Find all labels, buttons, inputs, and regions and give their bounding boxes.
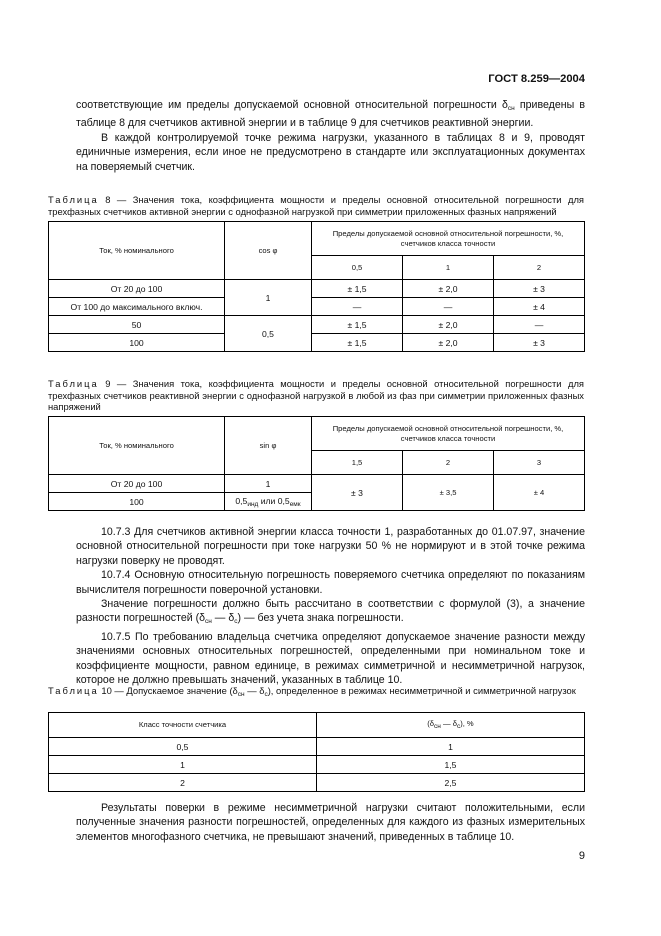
table8-cell-value: ± 4	[494, 298, 585, 316]
table9-caption: Таблица 9 — Значения тока, коэффициента мощности и пределы основной относительной погрешности для трехфазных счетчиков реактивной энергии с однофазной нагрузкой в любой из фаз при симметрии приложенных фазных напряжений	[48, 378, 584, 413]
table8-cell-value: ± 1,5	[312, 280, 403, 298]
table9-cell-current: 100	[49, 493, 225, 511]
table-row	[49, 738, 585, 756]
table8-cell-current: 100	[49, 334, 225, 352]
table8-cell-factor: 1	[225, 280, 312, 316]
table10-header-class: Класс точности счетчика	[49, 713, 317, 738]
table10-cell-class: 2	[49, 774, 317, 792]
table8-cell-value: —	[312, 298, 403, 316]
table8-cell-value: —	[494, 316, 585, 334]
paragraph-10-7-3: 10.7.3 Для счетчиков активной энергии класса точности 1, разработанных до 01.07.97, значение основной относительной погрешности при токе нагрузки 50 % не нормируют и в этой точке режима нагрузки поверку не проводят.	[76, 526, 585, 567]
table-row	[49, 774, 585, 792]
table8-cell-current: 50	[49, 316, 225, 334]
table9-cell-factor: $0,5_{инд}$ или $0,5_{емк}$	[225, 493, 312, 511]
table8-cell-current: От 100 до максимального включ.	[49, 298, 225, 316]
table-row	[49, 334, 585, 352]
table8-caption: Таблица 8 — Значения тока, коэффициента мощности и пределы основной относительной погрешности для трехфазных счетчиков активной энергии с однофазной нагрузкой при симметрии приложенных фазных напряжений	[48, 194, 584, 217]
intro-paragraph-1: соответствующие им пределы допускаемой основной относительной погрешности $\delta_{сн}$ приведены в таблице 8 для счетчиков активной энергии и в таблице 9 для счетчиков реактивной энергии.	[76, 99, 585, 130]
paragraph-difference: Значение погрешности должно быть рассчитано в соответствии с формулой (3), а значение разности погрешностей ($\delta_{сн}$ — $\delta_с$) — без учета знака погрешности.	[76, 598, 585, 626]
table-8	[48, 221, 585, 352]
table8-header-limits: Пределы допускаемой основной относительной погрешности, %, счетчиков класса точности	[312, 222, 585, 256]
table8-cell-value: ± 2,0	[403, 334, 494, 352]
table9-cell-factor: 1	[225, 475, 312, 493]
table9-cell-value: ± 3	[312, 475, 403, 511]
paragraph-10-7-5: 10.7.5 По требованию владельца счетчика определяют допускаемое значение разности между значениями основных относительных погрешностей, определенными при номинальном токе и коэффициенте мощности, равном единице, в режимах симметричной и несимметричной нагрузок, которое не должно превышать значений, указанных в таблице 10.	[76, 630, 585, 687]
table9-class-1: 1,5	[312, 451, 403, 475]
table8-cell-factor: 0,5	[225, 316, 312, 352]
table-row	[49, 316, 585, 334]
table8-cell-value: ± 3	[494, 280, 585, 298]
table9-header-limits: Пределы допускаемой основной относительной погрешности, %, счетчиков класса точности	[312, 417, 585, 451]
table-row	[49, 475, 585, 493]
table-row	[49, 756, 585, 774]
table8-cell-value: ± 1,5	[312, 316, 403, 334]
table10-caption: Таблица 10 — Допускаемое значение ($\delta_{сн}$ — $\delta_с$), определенное в режимах несимметричной и симметричной нагрузок	[48, 685, 576, 698]
table8-header-factor: cos φ	[225, 222, 312, 280]
table10-cell-class: 0,5	[49, 738, 317, 756]
table-row	[49, 298, 585, 316]
intro-text	[76, 98, 585, 174]
table9-header-current: Ток, % номинального	[49, 417, 225, 475]
page-number: 9	[578, 850, 585, 862]
table10-cell-value: 1	[317, 738, 585, 756]
table9-class-2: 2	[403, 451, 494, 475]
table8-cell-value: ± 2,0	[403, 316, 494, 334]
table-9	[48, 416, 585, 511]
table10-cell-value: 1,5	[317, 756, 585, 774]
paragraph-10-7-4: 10.7.4 Основную относительную погрешность поверяемого счетчика определяют по показаниям вычислителя погрешности поверочной установки.	[76, 569, 585, 596]
table8-cell-value: ± 3	[494, 334, 585, 352]
table8-header-current: Ток, % номинального	[49, 222, 225, 280]
table9-class-3: 3	[494, 451, 585, 475]
table8-class-3: 2	[494, 256, 585, 280]
table8-class-2: 1	[403, 256, 494, 280]
table8-cell-value: —	[403, 298, 494, 316]
table9-header-factor: sin φ	[225, 417, 312, 475]
table8-cell-value: ± 1,5	[312, 334, 403, 352]
conclusion-text	[76, 801, 585, 844]
conclusion-paragraph: Результаты поверки в режиме несимметричной нагрузки считают положительными, если полученные значения разности погрешностей, определенных для каждого из фазных измерительных элементов многофазного счетчика, не превышают значений, приведенных в таблице 10.	[76, 802, 585, 843]
document-id: ГОСТ 8.259—2004	[488, 73, 585, 85]
table8-cell-value: ± 2,0	[403, 280, 494, 298]
table10-header-value: (δсн — δс), %	[317, 713, 585, 738]
table10-cell-value: 2,5	[317, 774, 585, 792]
table8-class-1: 0,5	[312, 256, 403, 280]
intro-paragraph-2: В каждой контролируемой точке режима нагрузки, указанного в таблицах 8 и 9, проводят единичные измерения, если иное не предусмотрено в стандарте или эксплуатационных документах на поверяемый счетчик.	[76, 131, 585, 173]
section-text	[76, 525, 585, 687]
table8-cell-current: От 20 до 100	[49, 280, 225, 298]
table9-cell-current: От 20 до 100	[49, 475, 225, 493]
table9-cell-value: ± 4	[494, 475, 585, 511]
table10-cell-class: 1	[49, 756, 317, 774]
table-row	[49, 280, 585, 298]
table-10	[48, 712, 585, 792]
table9-cell-value: ± 3,5	[403, 475, 494, 511]
